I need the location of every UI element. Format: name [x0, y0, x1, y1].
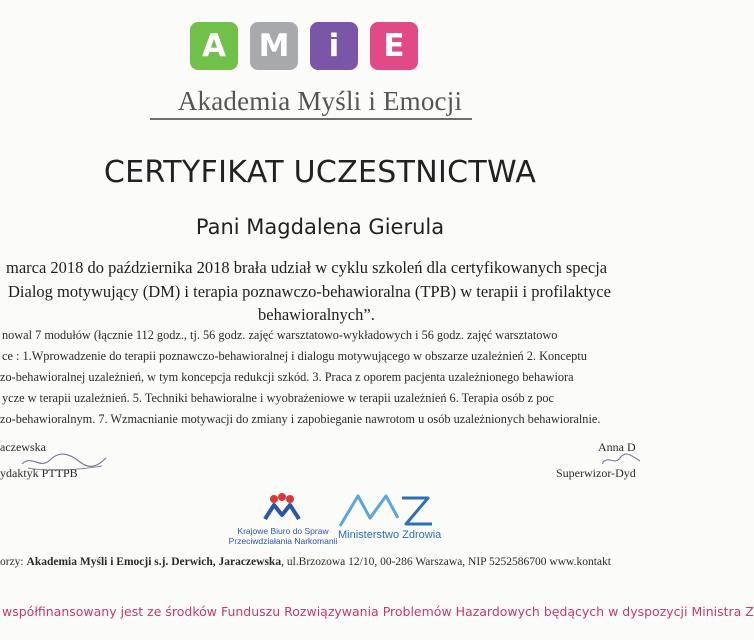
certificate-title: CERTYFIKAT UCZESTNICTWA [103, 155, 537, 190]
statement-line-2: Dialog motywujący (DM) i terapia poznawczo-behawioralna (TPB) w terapii i profilaktyce [8, 282, 611, 301]
program-line-4: ycze w terapii uzależnień. 5. Techniki behawioralne i wyobrażeniowe w terapii uzależnień 6. Terapia osób z poc [2, 391, 554, 405]
organizer-name: Akademia Myśli i Emocji s.j. Derwich, Jaraczewska [26, 556, 282, 568]
statement-line-1: marca 2018 do października 2018 brała udział w cyklu szkoleń dla certyfikowanych specja [6, 258, 608, 277]
kbpn-caption-line-1: Krajowe Biuro do Spraw [237, 526, 329, 536]
brand-underline [150, 118, 472, 120]
kbpn-logo-icon [262, 493, 302, 523]
ministerstwo-zdrowia-caption: Ministerstwo Zdrowia [338, 529, 442, 541]
logo-letter-m: M [250, 22, 298, 70]
funding-note: współfinansowany jest ze środków Funduszu Rozwiązywania Problemów Hazardowych będących w dyspozycji Ministra Z [2, 604, 754, 619]
ministerstwo-zdrowia-logo-icon [336, 490, 436, 530]
program-line-1: nowal 7 modułów (łącznie 112 godz., tj. 56 godz. zajęć warsztatowo-wykładowych i 56 godz. zajęć warsztatowo [2, 328, 558, 342]
statement-line-3: behawioralnych”. [258, 305, 375, 324]
logo-letter-e: E [370, 22, 418, 70]
kbpn-caption-line-2: Przeciwdziałania Narkomanii [228, 536, 338, 546]
logo-letter-i: i [310, 22, 358, 70]
kbpn-caption [227, 526, 339, 546]
right-signatory-role: Superwizor-Dyd [556, 466, 636, 480]
organizer-prefix: orzy: [0, 556, 27, 568]
program-line-3: zo-behawioralnej uzależnień, w tym koncepcja redukcji szkód. 3. Praca z oporem pacjenta uzależnionego behawiora [0, 370, 574, 384]
program-line-2: ce : 1.Wprowadzenie do terapii poznawczo-behawioralnej i dialogu motywującego w obszarze uzależnień 2. Konceptu [2, 349, 587, 363]
right-signatory-name: Anna D [598, 440, 636, 454]
program-line-5: zo-behawioralnym. 7. Wzmacnianie motywacji do zmiany i zapobieganie nawrotom u osób uzależnionych behawioralnie. [0, 412, 601, 426]
brand-name: Akademia Myśli i Emocji [177, 86, 463, 116]
logo-letter-a: A [190, 22, 238, 70]
organizer-line [0, 556, 611, 568]
recipient-name: Pani Magdalena Gierula [195, 215, 445, 239]
left-signatory-name: aczewska [0, 440, 46, 454]
organizer-address: , ul.Brzozowa 12/10, 00-286 Warszawa, NIP 5252586700 www.kontakt [281, 556, 611, 568]
left-signatory-role: ydaktyk PTTPB [0, 466, 78, 480]
